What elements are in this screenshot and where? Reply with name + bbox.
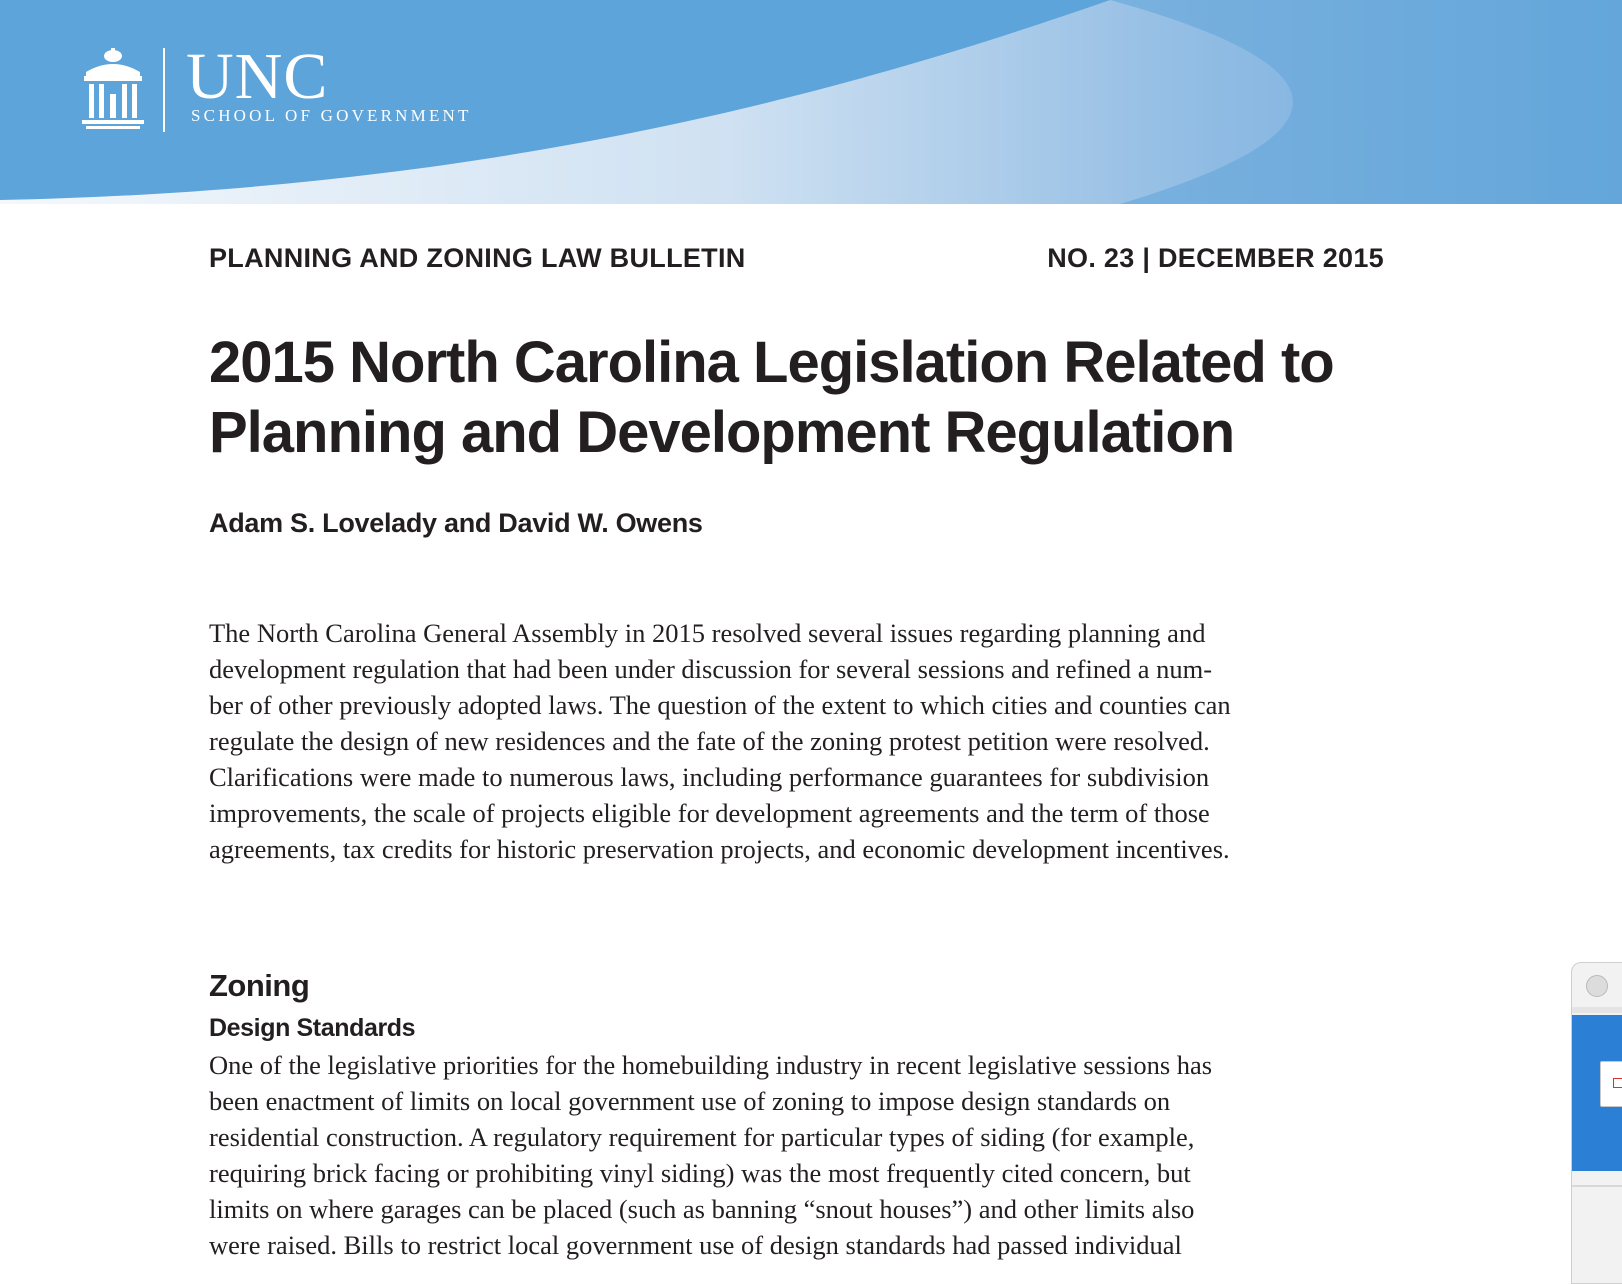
section-line: requiring brick facing or prohibiting vinyl siding) was the most frequently cited concern, but (209, 1158, 1191, 1188)
side-window-edge[interactable] (1571, 962, 1622, 1284)
abstract-line: agreements, tax credits for historic preservation projects, and economic development incentives. (209, 834, 1230, 864)
section-line: been enactment of limits on local government use of zoning to impose design standards on (209, 1086, 1171, 1116)
subsection-heading: Design Standards (209, 1014, 416, 1042)
section-paragraph (209, 1047, 1389, 1263)
abstract-line: Clarifications were made to numerous laws, including performance guarantees for subdivision (209, 762, 1210, 792)
abstract-paragraph (209, 615, 1389, 867)
calendar-mark-icon (1613, 1078, 1622, 1088)
section-line: One of the legislative priorities for the homebuilding industry in recent legislative sessions has (209, 1050, 1213, 1080)
document-title (209, 328, 1409, 468)
header-banner (0, 0, 1622, 204)
logo-subtitle: SCHOOL OF GOVERNMENT (191, 106, 472, 125)
abstract-line: development regulation that had been under discussion for several sessions and refined a num- (209, 654, 1213, 684)
section-line: residential construction. A regulatory requirement for particular types of siding (for example, (209, 1122, 1195, 1152)
section-heading: Zoning (209, 968, 310, 1003)
logo-title: UNC (186, 40, 329, 113)
document-authors: Adam S. Lovelady and David W. Owens (209, 508, 703, 538)
title-line: 2015 North Carolina Legislation Related to (209, 330, 1334, 395)
section-line: were raised. Bills to restrict local government use of design standards had passed individual (209, 1230, 1182, 1260)
logo-divider (163, 48, 165, 132)
bulletin-number-date: NO. 23 | DECEMBER 2015 (1047, 243, 1384, 273)
section-line: limits on where garages can be placed (such as banning “snout houses”) and other limits also (209, 1194, 1195, 1224)
window-divider (1572, 1185, 1622, 1187)
abstract-line: The North Carolina General Assembly in 2015 resolved several issues regarding planning and (209, 618, 1206, 648)
calendar-icon[interactable] (1600, 1061, 1622, 1107)
abstract-line: ber of other previously adopted laws. The question of the extent to which cities and counties can (209, 690, 1231, 720)
window-content-panel (1572, 1015, 1622, 1171)
window-toolbar (1572, 1007, 1622, 1013)
old-well-logo-icon (80, 48, 146, 130)
window-close-button[interactable] (1586, 975, 1608, 997)
bulletin-name: PLANNING AND ZONING LAW BULLETIN (209, 243, 746, 273)
abstract-line: regulate the design of new residences and the fate of the zoning protest petition were resolved. (209, 726, 1210, 756)
title-line: Planning and Development Regulation (209, 400, 1235, 465)
abstract-line: improvements, the scale of projects eligible for development agreements and the term of those (209, 798, 1210, 828)
